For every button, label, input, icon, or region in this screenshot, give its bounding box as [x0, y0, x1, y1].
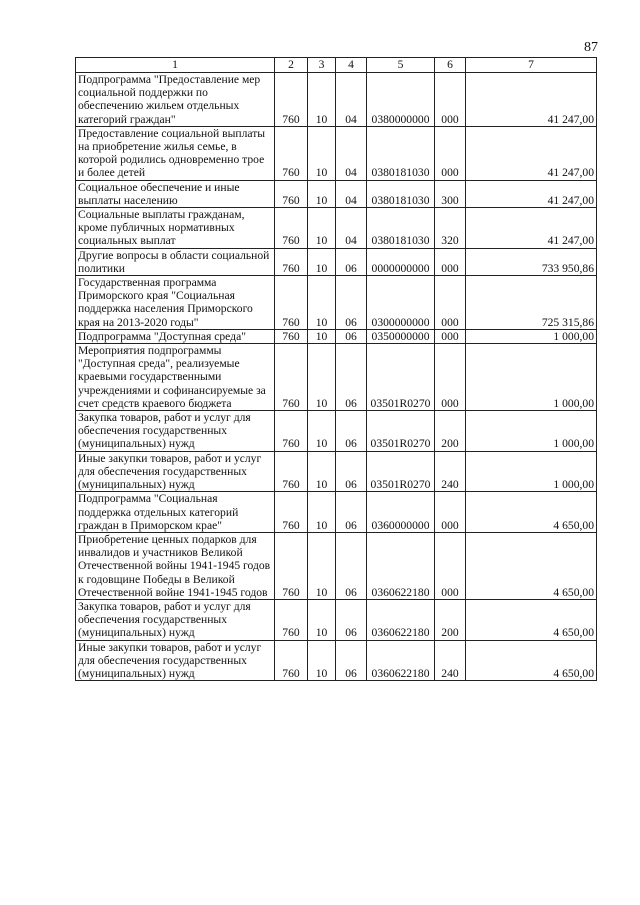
- budget-table: [75, 57, 597, 681]
- cell-subsection: 06: [336, 451, 367, 492]
- table-row: [76, 411, 597, 452]
- cell-expense-type: 200: [435, 599, 466, 640]
- cell-expense-type: 200: [435, 411, 466, 452]
- cell-expense-type: 000: [435, 73, 466, 127]
- cell-ved: 760: [275, 329, 308, 343]
- cell-ved: 760: [275, 208, 308, 249]
- cell-name: Предоставление социальной выплаты на приобретение жилья семье, в которой родились одновременно трое и более детей: [76, 126, 275, 180]
- header-col-7: 7: [466, 58, 597, 73]
- table-row: [76, 276, 597, 330]
- cell-expense-type: 320: [435, 208, 466, 249]
- cell-expense-type: 000: [435, 344, 466, 411]
- cell-target-article: 0000000000: [367, 248, 435, 275]
- cell-ved: 760: [275, 344, 308, 411]
- cell-ved: 760: [275, 451, 308, 492]
- table-row: [76, 126, 597, 180]
- cell-subsection: 04: [336, 126, 367, 180]
- cell-ved: 760: [275, 276, 308, 330]
- cell-expense-type: 240: [435, 451, 466, 492]
- cell-amount: 1 000,00: [466, 451, 597, 492]
- cell-ved: 760: [275, 411, 308, 452]
- cell-section: 10: [308, 411, 336, 452]
- table-row: [76, 73, 597, 127]
- cell-ved: 760: [275, 492, 308, 533]
- table-row: [76, 599, 597, 640]
- cell-subsection: 06: [336, 276, 367, 330]
- table-row: [76, 532, 597, 599]
- cell-amount: 4 650,00: [466, 492, 597, 533]
- cell-expense-type: 000: [435, 276, 466, 330]
- cell-expense-type: 000: [435, 329, 466, 343]
- header-col-3: 3: [308, 58, 336, 73]
- cell-section: 10: [308, 492, 336, 533]
- cell-target-article: 03501R0270: [367, 411, 435, 452]
- cell-amount: 41 247,00: [466, 73, 597, 127]
- table-body: [76, 73, 597, 681]
- table-row: [76, 208, 597, 249]
- cell-target-article: 0380181030: [367, 180, 435, 207]
- cell-name: Государственная программа Приморского края "Социальная поддержка населения Приморского края на 2013-2020 годы": [76, 276, 275, 330]
- cell-target-article: 0360622180: [367, 640, 435, 681]
- cell-subsection: 04: [336, 73, 367, 127]
- header-col-6: 6: [435, 58, 466, 73]
- cell-ved: 760: [275, 640, 308, 681]
- cell-subsection: 04: [336, 180, 367, 207]
- cell-amount: 41 247,00: [466, 126, 597, 180]
- cell-amount: 41 247,00: [466, 208, 597, 249]
- cell-section: 10: [308, 73, 336, 127]
- cell-name: Закупка товаров, работ и услуг для обеспечения государственных (муниципальных) нужд: [76, 411, 275, 452]
- cell-amount: 4 650,00: [466, 532, 597, 599]
- cell-target-article: 0380181030: [367, 208, 435, 249]
- table-row: [76, 180, 597, 207]
- cell-target-article: 0380181030: [367, 126, 435, 180]
- cell-expense-type: 000: [435, 532, 466, 599]
- cell-section: 10: [308, 344, 336, 411]
- table-row: [76, 492, 597, 533]
- cell-amount: 4 650,00: [466, 599, 597, 640]
- cell-subsection: 06: [336, 329, 367, 343]
- cell-target-article: 0350000000: [367, 329, 435, 343]
- cell-subsection: 06: [336, 411, 367, 452]
- cell-amount: 4 650,00: [466, 640, 597, 681]
- cell-subsection: 04: [336, 208, 367, 249]
- cell-section: 10: [308, 451, 336, 492]
- cell-amount: 733 950,86: [466, 248, 597, 275]
- cell-amount: 725 315,86: [466, 276, 597, 330]
- cell-section: 10: [308, 599, 336, 640]
- header-col-5: 5: [367, 58, 435, 73]
- cell-section: 10: [308, 208, 336, 249]
- cell-amount: 1 000,00: [466, 329, 597, 343]
- cell-ved: 760: [275, 126, 308, 180]
- table-row: [76, 451, 597, 492]
- cell-ved: 760: [275, 73, 308, 127]
- cell-expense-type: 240: [435, 640, 466, 681]
- cell-name: Социальные выплаты гражданам, кроме публичных нормативных социальных выплат: [76, 208, 275, 249]
- cell-subsection: 06: [336, 640, 367, 681]
- cell-section: 10: [308, 329, 336, 343]
- cell-name: Иные закупки товаров, работ и услуг для обеспечения государственных (муниципальных) нужд: [76, 640, 275, 681]
- cell-target-article: 0360000000: [367, 492, 435, 533]
- cell-name: Подпрограмма "Социальная поддержка отдельных категорий граждан в Приморском крае": [76, 492, 275, 533]
- table-row: [76, 329, 597, 343]
- table-row: [76, 640, 597, 681]
- cell-name: Другие вопросы в области социальной политики: [76, 248, 275, 275]
- page-number: 87: [584, 40, 598, 55]
- cell-section: 10: [308, 640, 336, 681]
- cell-target-article: 0380000000: [367, 73, 435, 127]
- cell-expense-type: 000: [435, 248, 466, 275]
- table-row: [76, 344, 597, 411]
- header-col-1: 1: [76, 58, 275, 73]
- cell-section: 10: [308, 126, 336, 180]
- cell-ved: 760: [275, 180, 308, 207]
- cell-name: Подпрограмма "Доступная среда": [76, 329, 275, 343]
- cell-section: 10: [308, 248, 336, 275]
- cell-name: Мероприятия подпрограммы "Доступная среда", реализуемые краевыми государственными учреждениями и софинансируемые за счет средств краевого бюджета: [76, 344, 275, 411]
- cell-target-article: 03501R0270: [367, 344, 435, 411]
- header-col-4: 4: [336, 58, 367, 73]
- cell-section: 10: [308, 532, 336, 599]
- cell-name: Закупка товаров, работ и услуг для обеспечения государственных (муниципальных) нужд: [76, 599, 275, 640]
- table-header-row: [76, 58, 597, 73]
- cell-name: Иные закупки товаров, работ и услуг для обеспечения государственных (муниципальных) нужд: [76, 451, 275, 492]
- cell-section: 10: [308, 276, 336, 330]
- cell-amount: 1 000,00: [466, 411, 597, 452]
- cell-expense-type: 000: [435, 126, 466, 180]
- cell-ved: 760: [275, 599, 308, 640]
- cell-target-article: 0360622180: [367, 532, 435, 599]
- table-row: [76, 248, 597, 275]
- cell-name: Социальное обеспечение и иные выплаты населению: [76, 180, 275, 207]
- cell-target-article: 0360622180: [367, 599, 435, 640]
- header-col-2: 2: [275, 58, 308, 73]
- cell-ved: 760: [275, 248, 308, 275]
- cell-expense-type: 000: [435, 492, 466, 533]
- cell-subsection: 06: [336, 344, 367, 411]
- cell-section: 10: [308, 180, 336, 207]
- cell-target-article: 03501R0270: [367, 451, 435, 492]
- cell-subsection: 06: [336, 532, 367, 599]
- cell-amount: 41 247,00: [466, 180, 597, 207]
- cell-amount: 1 000,00: [466, 344, 597, 411]
- cell-subsection: 06: [336, 599, 367, 640]
- cell-expense-type: 300: [435, 180, 466, 207]
- cell-target-article: 0300000000: [367, 276, 435, 330]
- cell-subsection: 06: [336, 248, 367, 275]
- cell-name: Подпрограмма "Предоставление мер социальной поддержки по обеспечению жильем отдельных категорий граждан": [76, 73, 275, 127]
- cell-name: Приобретение ценных подарков для инвалидов и участников Великой Отечественной войны 1941-1945 годов к годовщине Победы в Великой Отечественной войне 1941-1945 годов: [76, 532, 275, 599]
- cell-subsection: 06: [336, 492, 367, 533]
- cell-ved: 760: [275, 532, 308, 599]
